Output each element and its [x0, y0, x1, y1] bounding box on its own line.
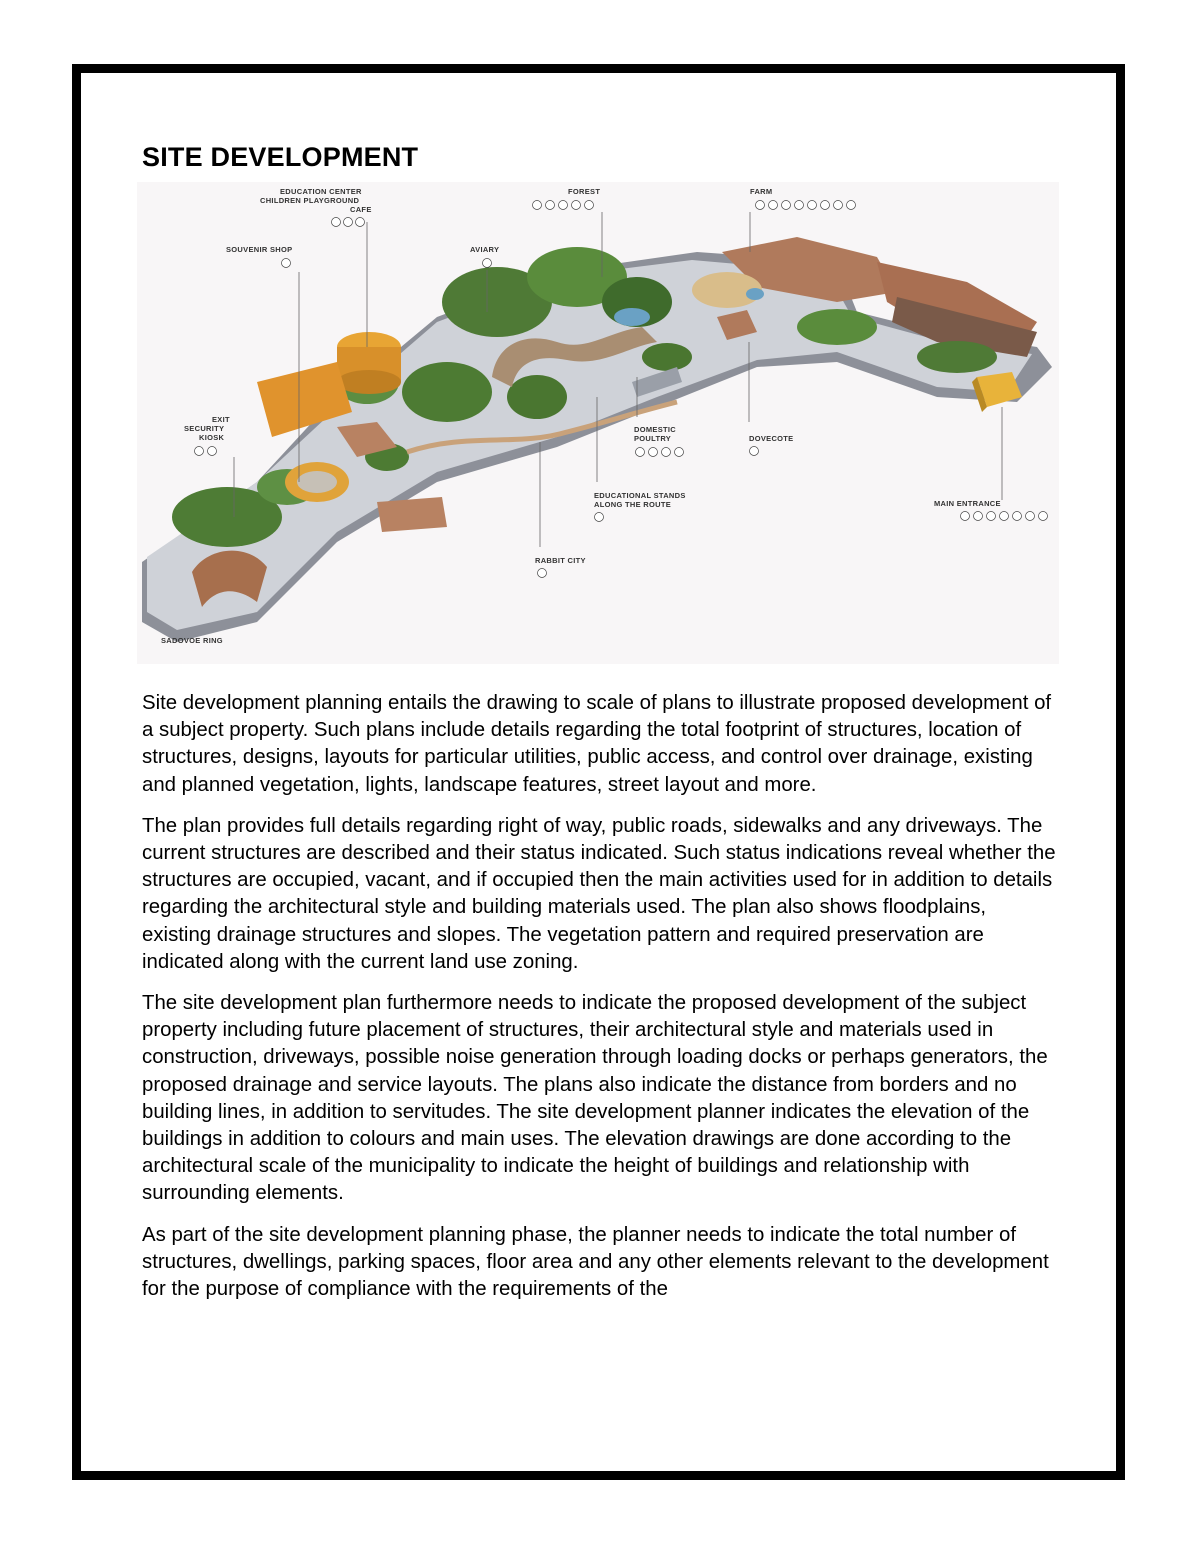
body-text	[142, 690, 1057, 1317]
aviary-pond	[614, 308, 650, 326]
label-main-entrance: MAIN ENTRANCE	[934, 499, 1001, 508]
label-cafe: CAFE	[350, 205, 372, 214]
site-plan-svg	[137, 182, 1059, 664]
dovecote-icon	[750, 447, 759, 456]
label-education-center: EDUCATION CENTER	[280, 187, 362, 196]
label-kiosk: KIOSK	[199, 433, 225, 442]
paragraph-4: As part of the site development planning phase, the planner needs to indicate the total number of structures, dwellings, parking spaces, floor area and any other elements relevant to the development for the purpose of compliance with the requirements of the	[142, 1223, 1049, 1301]
label-farm: FARM	[750, 187, 773, 196]
wooden-deck	[377, 497, 447, 532]
label-security: SECURITY	[184, 424, 225, 433]
paragraph-3: The site development plan furthermore needs to indicate the proposed development of the subject property including future placement of structures, their architectural style and materials used in construction, driveways, possible noise generation through loading docks or perhaps generators, the proposed drainage and service layouts. The plans also indicate the distance from borders and no building lines, in addition to servitudes. The site development planner indicates the elevation of the buildings in addition to colours and main uses. The elevation drawings are done according to the architectural scale of the municipality to indicate the height of buildings and relationship with surrounding elements.	[142, 992, 1048, 1205]
forest-cluster	[642, 343, 692, 371]
label-souvenir-shop: SOUVENIR SHOP	[226, 245, 293, 254]
label-forest: FOREST	[568, 187, 601, 196]
label-dovecote: DOVECOTE	[749, 434, 794, 443]
site-plan-illustration	[137, 182, 1059, 664]
paragraph-1: Site development planning entails the drawing to scale of plans to illustrate proposed development of a subject property. Such plans include details regarding the total footprint of structures, location of structures, designs, layouts for particular utilities, public access, and control over drainage, existing and planned vegetation, lights, landscape features, street layout and more.	[142, 692, 1052, 796]
label-poultry: POULTRY	[634, 434, 672, 443]
farm-pond	[746, 288, 764, 300]
aviary-icon	[483, 259, 492, 268]
paragraph-2: The plan provides full details regarding right of way, public roads, sidewalks and any driveways. The current structures are described and their status indicated. Such status indications reveal whether the structures are occupied, vacant, and if occupied then the main activities used for in addition to details regarding the architectural style and building materials used. The plan also shows floodplains, existing drainage structures and slopes. The vegetation pattern and required preservation are indicated along with the current land use zoning.	[142, 814, 1056, 973]
label-rabbit-city: RABBIT CITY	[535, 556, 586, 565]
label-domestic: DOMESTIC	[634, 425, 676, 434]
label-aviary: AVIARY	[470, 245, 500, 254]
souvenir-icon	[282, 259, 291, 268]
label-sadovoe-ring: SADOVOE RING	[161, 636, 223, 645]
page-title: SITE DEVELOPMENT	[142, 142, 419, 172]
label-educational-stands: EDUCATIONAL STANDS	[594, 491, 686, 500]
forest-cluster	[507, 375, 567, 419]
education-icons	[332, 218, 365, 227]
rabbit-city-icon	[538, 569, 547, 578]
education-center-base	[337, 370, 401, 394]
label-children-playground: CHILDREN PLAYGROUND	[260, 196, 360, 205]
forest-cluster	[917, 341, 997, 373]
label-along-route: ALONG THE ROUTE	[594, 500, 671, 509]
playground-inner	[297, 471, 337, 493]
label-exit: EXIT	[212, 415, 230, 424]
stands-icon	[595, 513, 604, 522]
forest-cluster	[797, 309, 877, 345]
forest-cluster	[402, 362, 492, 422]
